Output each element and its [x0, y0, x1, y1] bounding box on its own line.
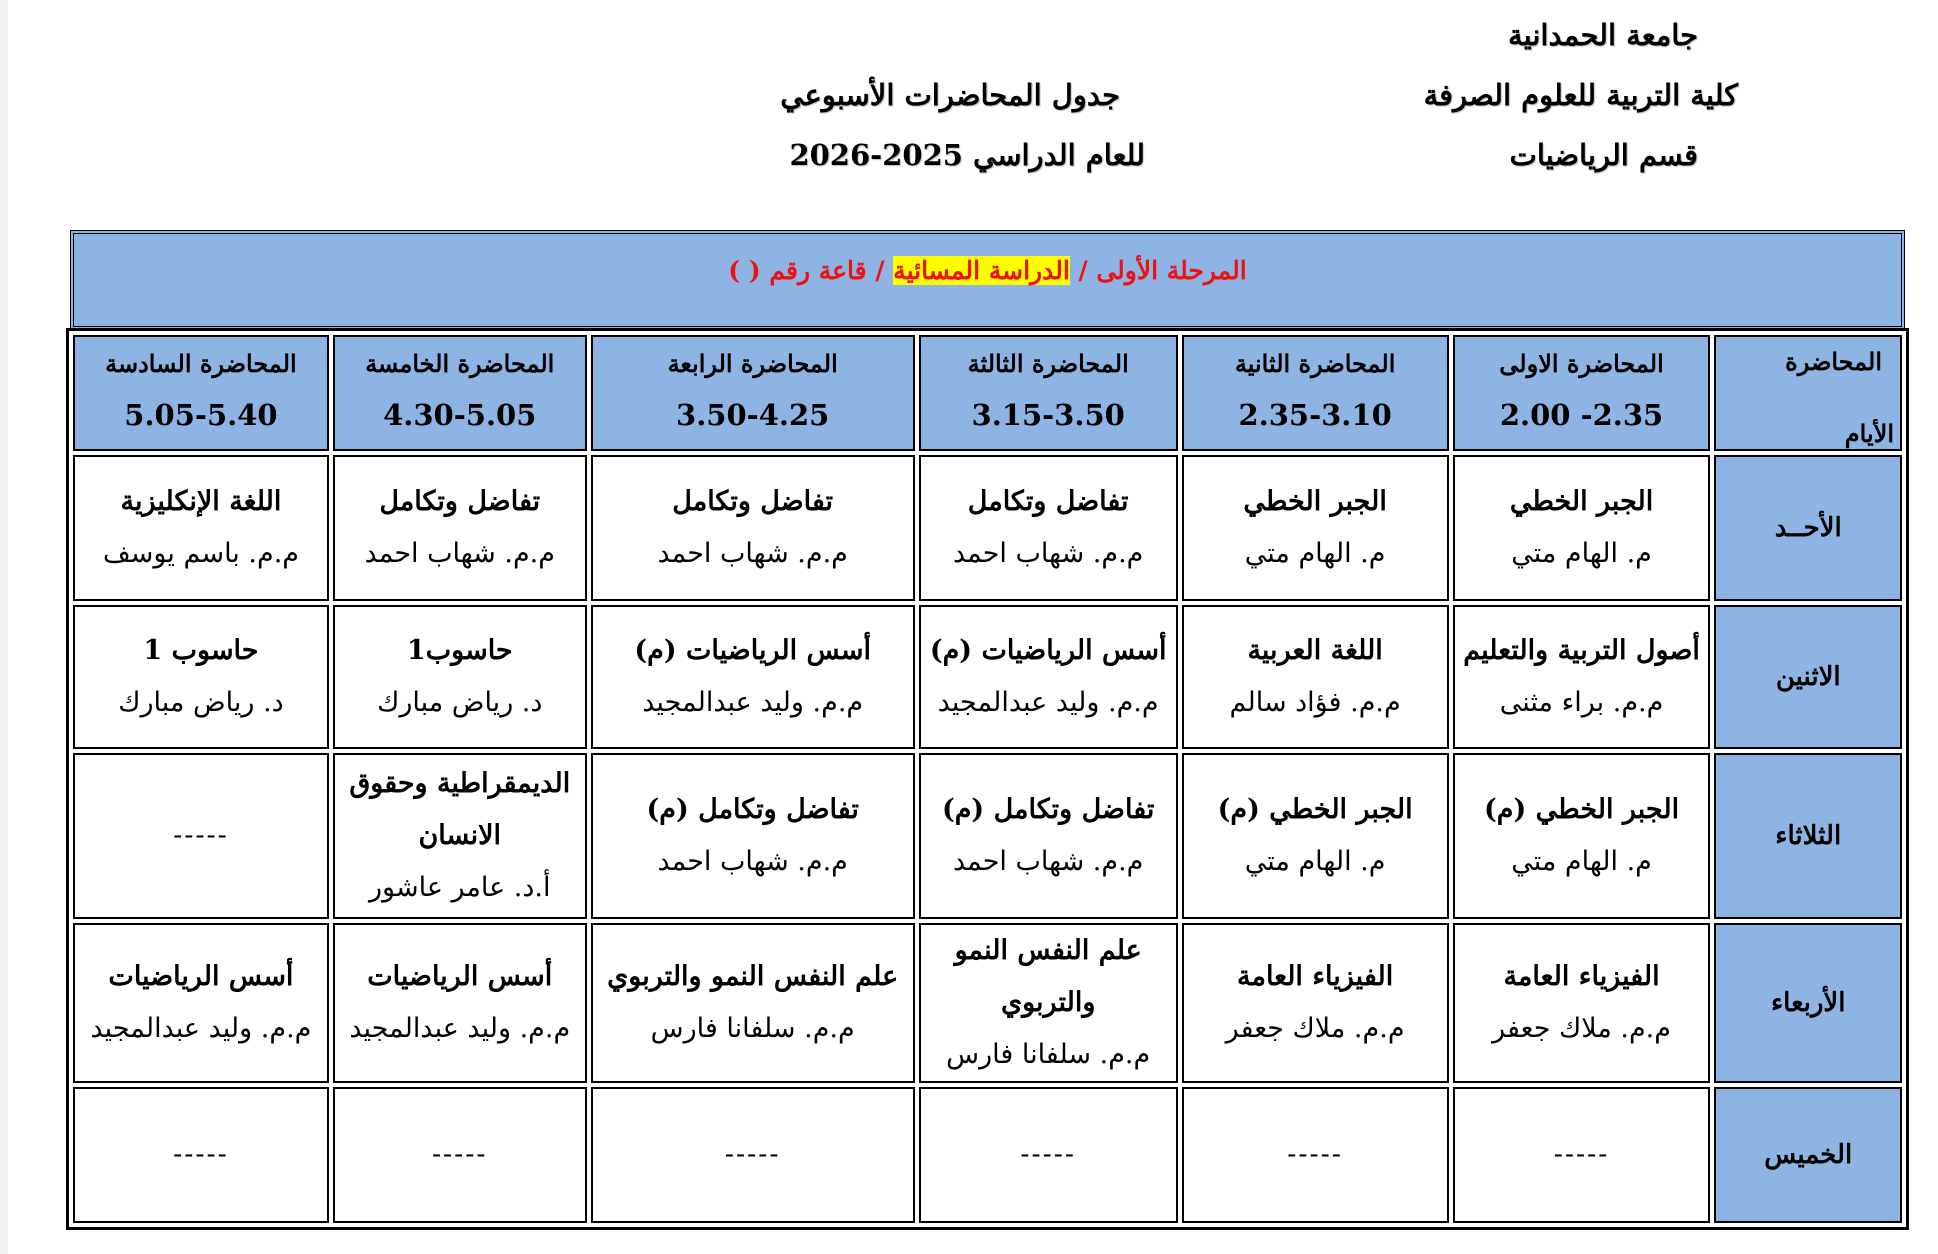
teacher: م. الهام متي — [1511, 846, 1652, 877]
period-name: المحاضرة الرابعة — [667, 349, 838, 378]
period-time: 2.35-3.10 — [1238, 398, 1392, 432]
teacher: م.م. سلفانا فارس — [650, 1013, 855, 1044]
period-header — [1453, 335, 1711, 451]
class-cell — [591, 605, 915, 749]
period-header — [73, 335, 329, 451]
class-cell — [333, 753, 587, 919]
teacher: م.م. ملاك جعفر — [1225, 1013, 1405, 1044]
teacher: م.م. باسم يوسف — [102, 538, 299, 569]
subject: علم النفس النمو والتربوي — [954, 935, 1142, 1018]
class-cell — [1453, 923, 1711, 1083]
day-label: الخميس — [1714, 1087, 1902, 1223]
corner-days-label: الأيام — [1844, 419, 1894, 448]
subject: ----- — [431, 1139, 488, 1170]
teacher: م.م. وليد عبدالمجيد — [937, 687, 1159, 718]
class-cell — [919, 605, 1178, 749]
day-row-thursday — [73, 1087, 1902, 1223]
period-header — [333, 335, 587, 451]
period-name: المحاضرة السادسة — [105, 349, 297, 378]
subject: أسس الرياضيات — [367, 961, 553, 992]
class-cell — [333, 605, 587, 749]
teacher: م.م. شهاب احمد — [952, 538, 1144, 569]
teacher: م.م. شهاب احمد — [657, 846, 848, 877]
class-cell — [1182, 753, 1449, 919]
subject: ----- — [724, 1139, 781, 1170]
period-header — [591, 335, 915, 451]
page-edge — [0, 0, 8, 1254]
period-header — [1182, 335, 1449, 451]
teacher: أ.د. عامر عاشور — [369, 872, 551, 903]
class-cell — [591, 1087, 915, 1223]
period-header — [919, 335, 1178, 451]
class-cell — [333, 923, 587, 1083]
teacher: م.م. فؤاد سالم — [1229, 687, 1401, 718]
subject: الديمقراطية وحقوق الانسان — [349, 768, 571, 851]
subject: تفاضل وتكامل (م) — [941, 794, 1155, 825]
stage-text — [728, 256, 1246, 285]
period-name: المحاضرة الثانية — [1234, 349, 1396, 378]
study-type-highlight: الدراسة المسائية — [893, 256, 1070, 285]
class-cell — [919, 1087, 1178, 1223]
subject: أسس الرياضيات (م) — [634, 635, 872, 666]
period-time: 3.15-3.50 — [971, 398, 1125, 432]
subject: حاسوب 1 — [143, 635, 259, 666]
academic-year: للعام الدراسي 2025-2026 — [789, 138, 1145, 172]
class-cell — [919, 753, 1178, 919]
teacher: م.م. وليد عبدالمجيد — [90, 1013, 312, 1044]
teacher: م.م. وليد عبدالمجيد — [642, 687, 864, 718]
teacher: م.م. شهاب احمد — [952, 846, 1144, 877]
class-cell — [1453, 1087, 1711, 1223]
teacher: م.م. شهاب احمد — [364, 538, 555, 569]
class-cell — [1453, 605, 1711, 749]
room-number: / قاعة رقم ( ) — [728, 256, 885, 285]
teacher: م. الهام متي — [1244, 846, 1386, 877]
schedule-title: جدول المحاضرات الأسبوعي — [780, 78, 1120, 112]
period-time: 5.05-5.40 — [124, 398, 278, 432]
subject: حاسوب1 — [406, 635, 513, 666]
subject: الفيزياء العامة — [1237, 961, 1394, 992]
schedule-table — [66, 328, 1909, 1230]
period-name: المحاضرة الثالثة — [967, 349, 1129, 378]
college-name: كلية التربية للعلوم الصرفة — [1423, 78, 1738, 112]
subject: أصول التربية والتعليم — [1463, 635, 1700, 666]
subject: ----- — [1553, 1139, 1610, 1170]
subject: الجبر الخطي (م) — [1484, 794, 1680, 825]
teacher: م.م. سلفانا فارس — [946, 1039, 1151, 1070]
subject: علم النفس النمو والتربوي — [607, 961, 899, 992]
subject: ----- — [173, 820, 229, 851]
university-name: جامعة الحمدانية — [1508, 18, 1698, 52]
teacher: م. الهام متي — [1511, 538, 1652, 569]
day-row-sunday — [73, 455, 1902, 601]
period-time: 2.00 -2.35 — [1499, 398, 1664, 432]
class-cell — [1182, 455, 1449, 601]
class-cell — [591, 753, 915, 919]
class-cell — [73, 605, 329, 749]
class-cell — [73, 1087, 329, 1223]
periods-header-row — [73, 335, 1902, 451]
period-time: 4.30-5.05 — [383, 398, 537, 432]
teacher: م.م. ملاك جعفر — [1492, 1013, 1671, 1044]
subject: أسس الرياضيات — [108, 961, 294, 992]
subject: الفيزياء العامة — [1503, 961, 1660, 992]
class-cell — [73, 455, 329, 601]
teacher: م.م. وليد عبدالمجيد — [349, 1013, 571, 1044]
subject: تفاضل وتكامل — [967, 486, 1129, 517]
class-cell — [591, 923, 915, 1083]
stage-level: المرحلة الأولى / — [1078, 256, 1247, 285]
subject: ----- — [1020, 1139, 1076, 1170]
teacher: م. الهام متي — [1244, 538, 1386, 569]
day-label: الأربعاء — [1714, 923, 1902, 1083]
class-cell — [1453, 753, 1711, 919]
class-cell — [1182, 1087, 1449, 1223]
teacher: د. رياض مبارك — [377, 687, 543, 718]
subject: أسس الرياضيات (م) — [929, 635, 1167, 666]
corner-cell — [1714, 335, 1902, 451]
class-cell — [73, 923, 329, 1083]
subject: اللغة الإنكليزية — [120, 486, 282, 517]
day-label: الثلاثاء — [1714, 753, 1902, 919]
period-name: المحاضرة الاولى — [1499, 349, 1664, 378]
class-cell — [591, 455, 915, 601]
subject: الجبر الخطي (م) — [1217, 794, 1413, 825]
subject: ----- — [173, 1139, 229, 1170]
subject: ----- — [1287, 1139, 1343, 1170]
stage-banner — [70, 230, 1905, 330]
teacher: م.م. شهاب احمد — [657, 538, 848, 569]
subject: تفاضل وتكامل — [379, 486, 541, 517]
subject: اللغة العربية — [1247, 635, 1383, 666]
class-cell — [1453, 455, 1711, 601]
class-cell — [73, 753, 329, 919]
day-row-wednesday — [73, 923, 1902, 1083]
class-cell — [333, 1087, 587, 1223]
class-cell — [919, 923, 1178, 1083]
department-name: قسم الرياضيات — [1509, 138, 1698, 172]
subject: تفاضل وتكامل — [672, 486, 834, 517]
teacher: د. رياض مبارك — [118, 687, 284, 718]
class-cell — [919, 455, 1178, 601]
day-row-monday — [73, 605, 1902, 749]
class-cell — [1182, 923, 1449, 1083]
teacher: م.م. براء مثنى — [1499, 687, 1664, 718]
day-row-tuesday — [73, 753, 1902, 919]
subject: تفاضل وتكامل (م) — [646, 794, 859, 825]
corner-period-label: المحاضرة — [1785, 347, 1882, 376]
period-time: 3.50-4.25 — [676, 398, 830, 432]
subject: الجبر الخطي — [1509, 486, 1654, 517]
day-label: الاثنين — [1714, 605, 1902, 749]
period-name: المحاضرة الخامسة — [365, 349, 555, 378]
class-cell — [333, 455, 587, 601]
day-label: الأحــد — [1714, 455, 1902, 601]
subject: الجبر الخطي — [1243, 486, 1387, 517]
class-cell — [1182, 605, 1449, 749]
